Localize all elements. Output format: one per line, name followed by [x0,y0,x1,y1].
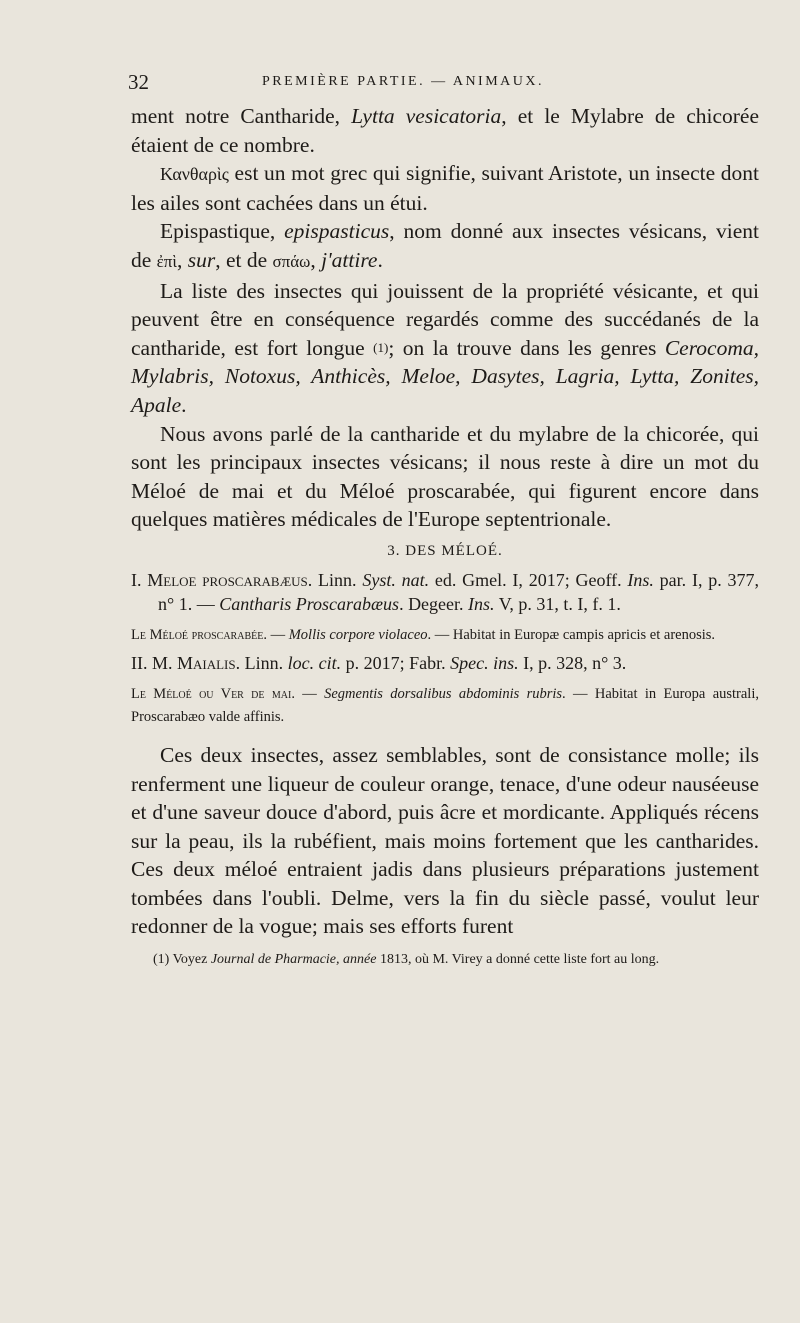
taxon-name: Lytta vesicatoria [351,104,502,128]
footnote: (1) Voyez Journal de Pharmacie, année 1813, où M. Virey a donné cette liste fort au long. [153,952,660,968]
species-name: Meloe proscarabæus [147,569,308,590]
page-header [128,70,760,94]
running-head: PREMIÈRE PARTIE. — ANIMAUX. [262,74,544,89]
greek-word: ἐπὶ [156,251,177,271]
paragraph-meloe-properties: Ces deux insectes, assez semblables, sont de consistance molle; ils renferment une liqueur de couleur orange, tenace, d'une odeur nauséeuse et d'une saveur douce d'abord, puis âcre et mordicante. Appliqués récens sur la peau, ils la rubéfient, mais moins fortement que les cantharides. Ces deux méloé entraient jadis dans plusieurs préparations justement tombées dans l'oubli. Delme, vers la fin du siècle passé, voulut leur redonner de la vogue; mais ses efforts furent [131,742,759,939]
footnote-marker: (1) [153,952,170,968]
genus-list: Cerocoma, Mylabris, Notoxus, Anthicès, Meloe, Dasytes, Lagria, Lytta, Zonites, Apale [131,335,759,417]
page-body [131,102,759,970]
greek-word: σπάω [272,251,311,271]
species-name: M. Maialis [152,652,236,673]
footnote-reference: (1) [373,339,389,355]
paragraph-insect-list: La liste des insectes qui jouissent de la propriété vésicante, et qui peuvent être en conséquence regardés comme des succédanés de la cantharide, est fort longue $^{(1)}$; on la trouve dans les genres Cerocoma, Mylabris, Notoxus, Anthicès, Meloe, Dasytes, Lagria, Lytta, Zonites, Apale. [131,278,759,417]
paragraph-epispastique: Epispastique, epispasticus, nom donné aux insectes vésicans, vient de ἐπὶ, sur, et de σπάω, j'attire. [131,219,759,272]
greek-word: Κανθαρὶς [160,164,229,185]
species-description-proscarabaeus: Le Méloé proscarabée. — Mollis corpore violaceo. — Habitat in Europæ campis apricis et arenosis. [131,626,716,643]
main-text-continued [131,741,759,941]
paragraph-continuation: ment notre Cantharide, Lytta vesicatoria, et le Mylabre de chicorée étaient de ce nombre. [131,104,760,157]
section-title: 3. DES MÉLOÉ. [387,542,503,559]
species-description-maialis: Le Méloé ou Ver de mai. — Segmentis dorsalibus abdominis rubris. — Habitat in Europa australi, Proscarabæo valde affinis. [131,685,759,725]
main-text [131,102,759,534]
species-entry-maialis: II. M. Maialis. Linn. loc. cit. p. 2017; Fabr. Spec. ins. I, p. 328, n° 3. [131,652,627,673]
paragraph-meloe-intro: Nous avons parlé de la cantharide et du mylabre de la chicorée, qui sont les principaux insectes vésicans; il nous reste à dire un mot du Méloé de mai et du Méloé proscarabée, qui figurent encore dans quelques matières médicales de l'Europe septentrionale. [131,421,759,532]
species-entry-proscarabaeus: I. Meloe proscarabæus. Linn. Syst. nat. ed. Gmel. I, 2017; Geoff. Ins. par. I, p. 377, n° 1. — Cantharis Proscarabæus. Degeer. Ins. V, p. 31, t. I, f. 1. [131,569,760,614]
paragraph-etymology-kantharis: Κανθαρὶς est un mot grec qui signifie, suivant Aristote, un insecte dont les ailes sont cachées dans un étui. [131,161,759,215]
page-number: 32 [128,70,149,94]
